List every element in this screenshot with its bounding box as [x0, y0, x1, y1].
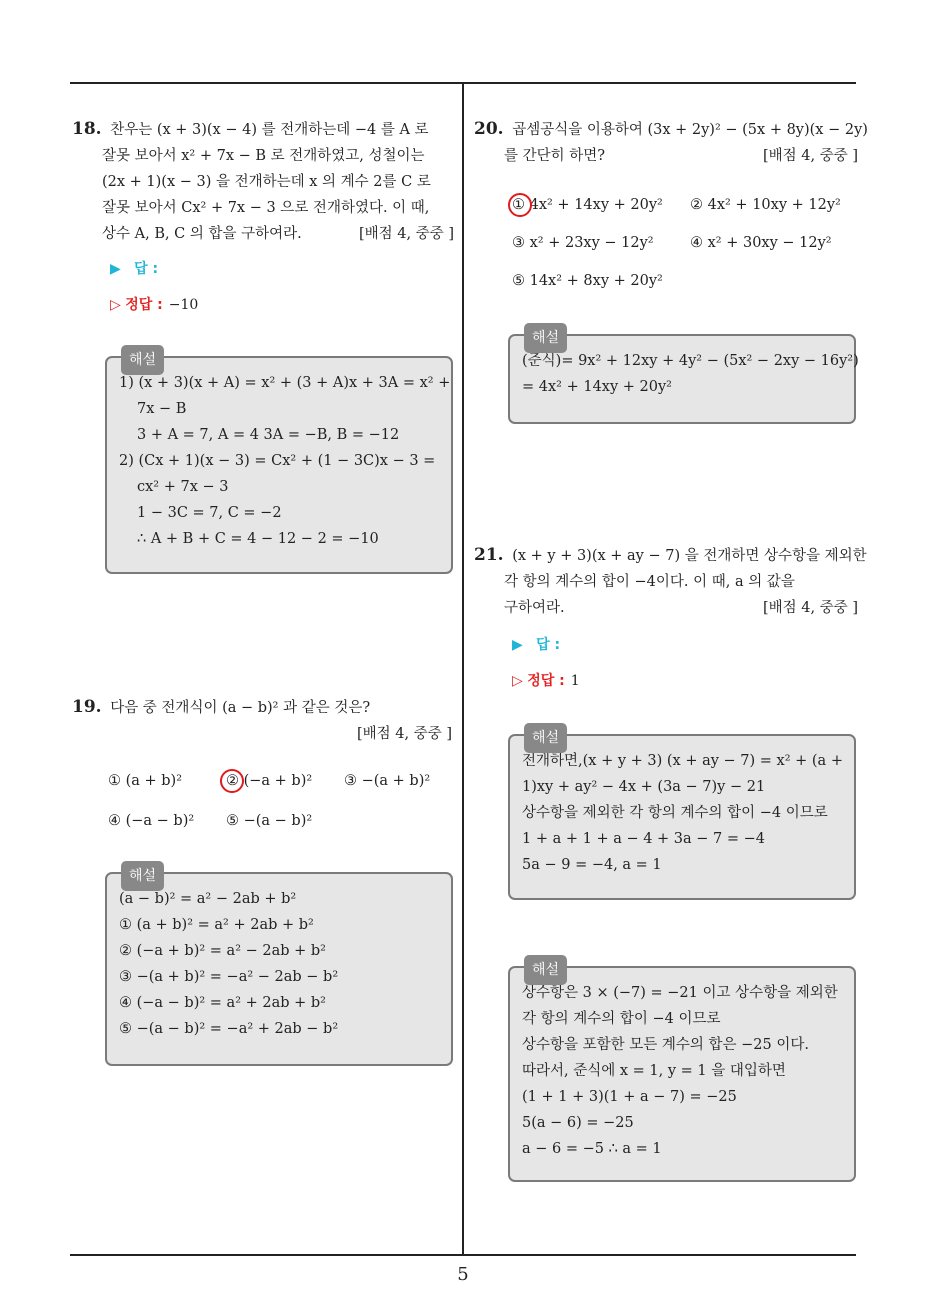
correct-label: 정답 : [527, 673, 565, 689]
choice-5[interactable]: ⑤ 14x² + 8xy + 20y² [512, 273, 663, 289]
problem-21-number: 21. [474, 545, 504, 565]
problem-21-explanation-1: 해설 전개하면,(x + y + 3) (x + ay − 7) = x² + (a + 1)xy + ay² − 4x + (3a − 7)y − 21 상수항을 제외한 각 항의 계수의 합이 −4 이므로 1 + a + 1 + a − 4 + 3a − 7 = −4 5a − 9 = −4, a = 1 [508, 734, 856, 900]
page-number: 5 [457, 1264, 469, 1285]
problem-21 [474, 542, 867, 621]
choice-3[interactable]: ③ x² + 23xy − 12y² [512, 235, 654, 251]
problem-21-explanation-2: 해설 상수항은 3 × (−7) = −21 이고 상수항을 제외한 각 항의 계수의 합이 −4 이므로 상수항을 포함한 모든 계수의 합은 −25 이다. 따라서, 준식에 x = 1, y = 1 을 대입하면 (1 + 1 + 3)(1 + a − 7) = −25 5(a − 6) = −25 a − 6 = −5 ∴ a = 1 [508, 966, 856, 1182]
triangle-icon: ▷ [512, 673, 523, 689]
problem-20-explanation: 해설 (준식)= 9x² + 12xy + 4y² − (5x² − 2xy − 16y²) = 4x² + 14xy + 20y² [508, 334, 856, 424]
play-icon: ▶ [110, 261, 121, 277]
problem-19-number: 19. [72, 697, 102, 717]
problem-21-correct [512, 670, 580, 690]
problem-19-explanation: 해설 (a − b)² = a² − 2ab + b² ① (a + b)² = a² + 2ab + b² ② (−a + b)² = a² − 2ab + b² ③ −(a + b)² = −a² − 2ab − b² ④ (−a − b)² = a² + 2ab + b² ⑤ −(a − b)² = −a² + 2ab − b² [105, 872, 453, 1066]
bottom-rule [70, 1254, 856, 1256]
explanation-tag: 해설 [524, 955, 567, 985]
problem-20-line-1: 20. 곱셈공식을 이용하여 (3x + 2y)² − (5x + 8y)(x − 2y) [474, 119, 868, 139]
problem-18-line-5: 상수 A, B, C 의 합을 구하여라. [배점 4, 중중 ] [72, 221, 454, 247]
problem-18-line-2: 잘못 보아서 x² + 7x − B 로 전개하였고, 성철이는 [102, 148, 425, 164]
explanation-tag: 해설 [121, 861, 164, 891]
explanation-tag: 해설 [524, 723, 567, 753]
choice-3[interactable]: ③ −(a + b)² [344, 773, 431, 789]
problem-20-number: 20. [474, 119, 504, 139]
choice-1[interactable]: ① 4x² + 14xy + 20y² [512, 197, 663, 213]
problem-18-number: 18. [72, 119, 102, 139]
problem-19-choices [108, 768, 458, 848]
explanation-tag: 해설 [121, 345, 164, 375]
answer-label: 답 : [536, 637, 561, 653]
problem-20-line-2: 를 간단히 하면? [배점 4, 중중 ] [474, 143, 858, 169]
problem-19 [72, 694, 452, 747]
problem-21-score: [배점 4, 중중 ] [762, 600, 858, 616]
choice-2[interactable]: ② (−a + b)² [226, 773, 313, 789]
problem-21-line-2: 각 항의 계수의 합이 −4이다. 이 때, a 의 값을 [504, 574, 795, 590]
choice-4[interactable]: ④ x² + 30xy − 12y² [690, 235, 832, 251]
problem-19-line-1: 19. 다음 중 전개식이 (a − b)² 과 같은 것은? [72, 697, 371, 717]
problem-21-line-3: 구하여라. [배점 4, 중중 ] [474, 595, 858, 621]
problem-18-score: [배점 4, 중중 ] [358, 226, 454, 242]
selected-circle-mark [508, 193, 532, 217]
choice-2[interactable]: ② 4x² + 10xy + 12y² [690, 197, 841, 213]
choice-1[interactable]: ① (a + b)² [108, 773, 183, 789]
problem-19-score: [배점 4, 중중 ] [356, 726, 452, 742]
problem-18-line-3: (2x + 1)(x − 3) 을 전개하는데 x 의 계수 2를 C 로 [102, 174, 431, 190]
problem-21-line-1: 21. (x + y + 3)(x + ay − 7) 을 전개하면 상수항을 제외한 [474, 545, 867, 565]
problem-18-answer-input[interactable] [110, 258, 158, 278]
problem-18-line-1: 18. 찬우는 (x + 3)(x − 4) 를 전개하는데 −4 를 A 로 [72, 119, 429, 139]
play-icon: ▶ [512, 637, 523, 653]
problem-18-answer-value: −10 [168, 297, 199, 313]
triangle-icon: ▷ [110, 297, 121, 313]
answer-label: 답 : [134, 261, 159, 277]
column-divider [462, 84, 464, 1256]
problem-18-explanation: 해설 1) (x + 3)(x + A) = x² + (3 + A)x + 3A = x² + 7x − B 3 + A = 7, A = 4 3A = −B, B = −12 2) (Cx + 1)(x − 3) = Cx² + (1 − 3C)x − 3 = cx² + 7x − 3 1 − 3C = 7, C = −2 ∴ A + B + C = 4 − 12 − 2 = −10 [105, 356, 453, 574]
problem-18-correct [110, 294, 198, 314]
correct-label: 정답 : [125, 297, 163, 313]
problem-21-answer-input[interactable] [512, 634, 560, 654]
problem-20-choices [512, 192, 862, 302]
problem-18-line-4: 잘못 보아서 Cx² + 7x − 3 으로 전개하였다. 이 때, [102, 200, 430, 216]
problem-20-score: [배점 4, 중중 ] [762, 148, 858, 164]
choice-5[interactable]: ⑤ −(a − b)² [226, 813, 313, 829]
problem-21-answer-value: 1 [570, 673, 580, 689]
problem-18 [72, 116, 454, 247]
choice-4[interactable]: ④ (−a − b)² [108, 813, 195, 829]
selected-circle-mark [220, 769, 244, 793]
explanation-tag: 해설 [524, 323, 567, 353]
problem-20 [474, 116, 868, 169]
